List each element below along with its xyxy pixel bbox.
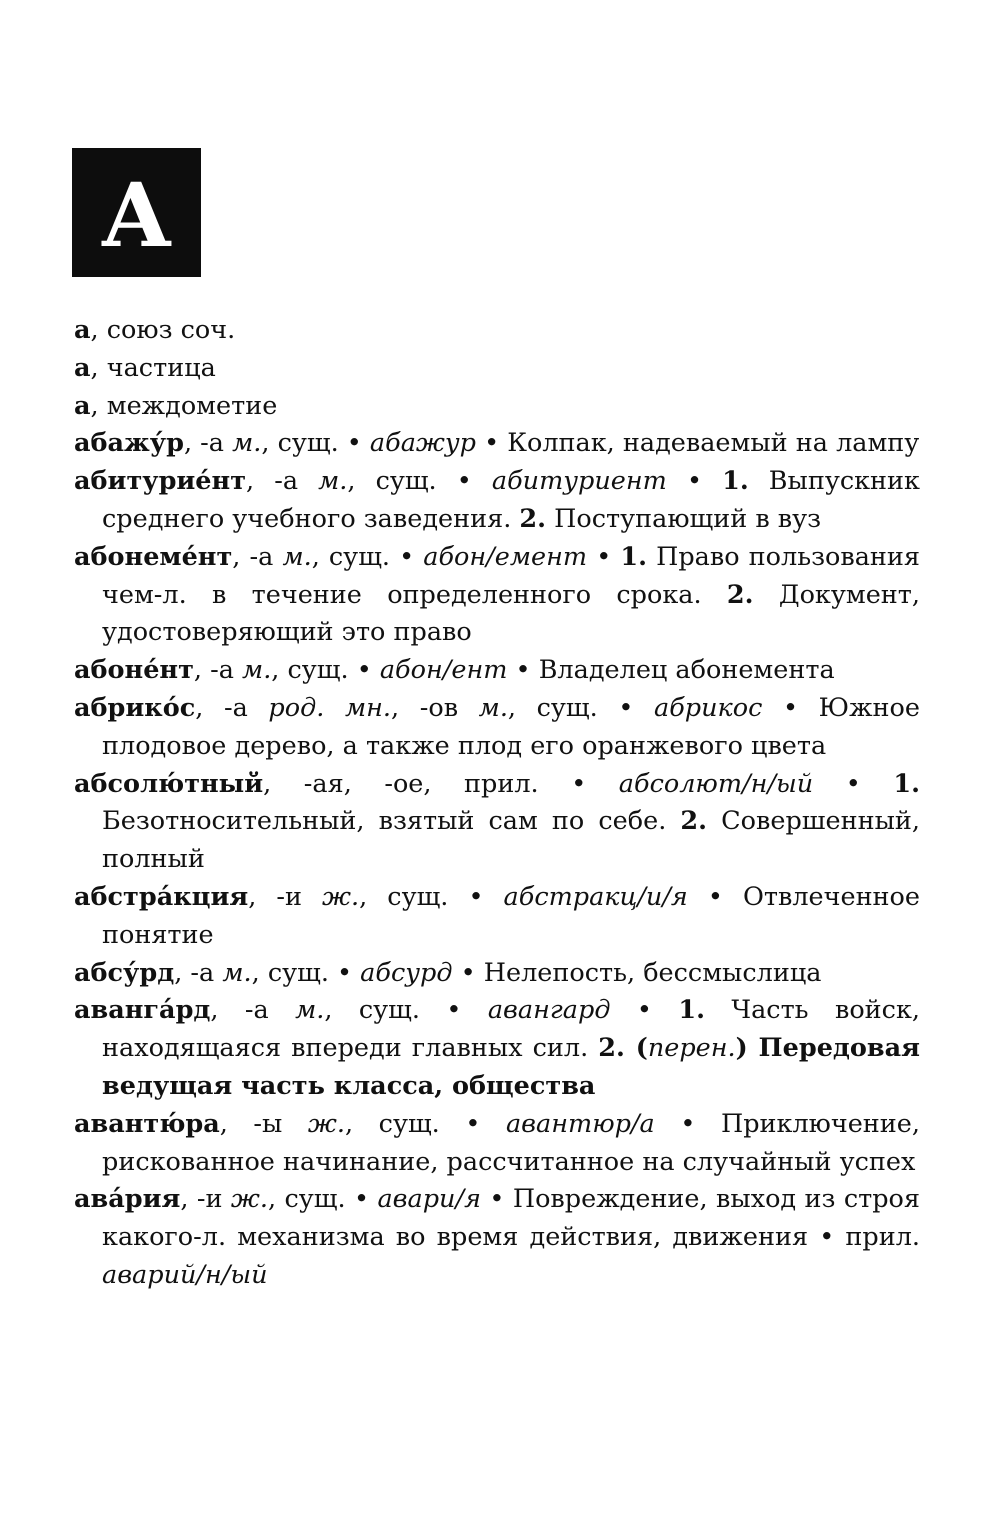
morpheme-parse: авангард [487, 995, 611, 1026]
sense-number: 1. [620, 541, 647, 572]
definition: Выпускник среднего учебного заведения. [102, 466, 920, 534]
headword: ава́рия [74, 1184, 181, 1215]
dictionary-entry: абстра́кция, -и ж., сущ. • абстракц/и/я • Отвлеченное понятие [74, 881, 921, 950]
dictionary-entries [74, 312, 920, 1295]
headword: абоне́нт [74, 655, 194, 686]
grammar-label: м. [295, 995, 325, 1026]
grammar-label: м. [222, 957, 252, 988]
definition: • Южное плодовое дерево, а также плод его оранжевого цвета [102, 692, 920, 761]
sense-number: 1. [893, 768, 920, 799]
definition: Совершенный, полный [102, 806, 920, 875]
headword: абстра́кция [74, 881, 249, 912]
dictionary-entry: а, частица [74, 352, 216, 383]
dictionary-entry: абсу́рд, -а м., сущ. • абсурд • Нелепость, бессмыслица [74, 957, 822, 988]
headword: абрико́с [74, 692, 196, 723]
dictionary-entry: аванга́рд, -а м., сущ. • авангард • 1. Часть войск, находящаяся впереди главных сил. 2. (перен.) Передовая ведущая часть класса, общества [74, 995, 920, 1101]
definition: Безотносительный, взятый сам по себе. [102, 806, 681, 837]
headword: а [74, 390, 91, 421]
dictionary-entry: ава́рия, -и ж., сущ. • авари/я • Повреждение, выход из строя какого-л. механизма во время действия, движения • прил. аварий/н/ый [74, 1184, 921, 1290]
grammar-label: м. [242, 655, 272, 686]
headword: аванга́рд [74, 995, 211, 1026]
morpheme-parse: абсолют/н/ый [618, 768, 814, 799]
definition: Документ, удостоверяющий это право [102, 579, 920, 648]
headword: абажу́р [74, 428, 184, 459]
morpheme-parse: абон/ент [379, 655, 508, 686]
definition: • Нелепость, бессмыслица [452, 957, 822, 988]
dictionary-entry: авантю́ра, -ы ж., сущ. • авантюр/а • Приключение, рискованное начинание, рассчитанное на случайный успех [74, 1108, 920, 1177]
headword: а [74, 352, 91, 383]
headword: абитурие́нт [74, 466, 247, 497]
definition: • Колпак, надеваемый на лампу [476, 428, 920, 459]
morpheme-parse: абсурд [360, 957, 453, 988]
morpheme-parse: аварий/н/ый [102, 1259, 268, 1290]
morpheme-parse: абрикос [654, 692, 763, 723]
headword: абсолю́тный [74, 768, 264, 799]
sense-number: 1. [678, 995, 705, 1026]
sense-number: 2. [726, 579, 754, 610]
dictionary-entry: абонеме́нт, -а м., сущ. • абон/емент • 1. Право пользования чем-л. в течение определенного срока. 2. Документ, удостоверяющий это право [74, 541, 920, 648]
letter-heading-block [72, 148, 201, 277]
definition: • Приключение, рискованное начинание, рассчитанное на случайный успех [102, 1108, 920, 1177]
letter-heading: А [100, 162, 173, 267]
grammar-label: м. [282, 541, 312, 572]
dictionary-entry: абоне́нт, -а м., сущ. • абон/ент • Владелец абонемента [74, 655, 835, 686]
morpheme-parse: абитуриент [491, 466, 667, 497]
dictionary-entry: а, союз соч. [74, 315, 236, 345]
dictionary-entry: а, междометие [74, 390, 278, 421]
definition: Право пользования чем-л. в течение определенного срока. [102, 541, 920, 610]
usage-label: перен. [647, 1033, 736, 1064]
morpheme-parse: абстракц/и/я [503, 881, 688, 912]
definition: Поступающий в вуз [546, 503, 822, 534]
morpheme-parse: абон/емент [423, 541, 588, 572]
sense-number: 2. [519, 503, 547, 534]
headword: абонеме́нт [74, 541, 233, 572]
morpheme-parse: авантюр/а [505, 1108, 655, 1139]
grammar-label: ж. [307, 1108, 345, 1139]
morpheme-parse: абажур [369, 428, 476, 459]
dictionary-entry: абажу́р, -а м., сущ. • абажур • Колпак, надеваемый на лампу [74, 428, 920, 459]
sense-number: 1. [722, 466, 749, 497]
grammar-label: м. [478, 692, 508, 723]
grammar-label: ж. [230, 1184, 268, 1215]
sense-number: 2. [598, 1033, 625, 1064]
dictionary-entry: абрико́с, -а род. мн., -ов м., сущ. • абрикос • Южное плодовое дерево, а также плод его оранжевого цвета [74, 692, 920, 761]
headword: абсу́рд [74, 957, 175, 988]
definition: • Повреждение, выход из строя какого-л. механизма во время действия, движения • прил. [102, 1184, 921, 1253]
grammar-label: м. [318, 466, 348, 497]
morpheme-parse: авари/я [377, 1184, 481, 1215]
headword: а [74, 315, 91, 345]
definition: Часть войск, находящаяся впереди главных сил. [102, 995, 920, 1064]
headword: авантю́ра [74, 1108, 220, 1139]
sense-number: 2. [680, 806, 708, 837]
grammar-label: род. мн. [268, 692, 391, 723]
definition: • Владелец абонемента [507, 655, 835, 686]
dictionary-entry: абсолю́тный, -ая, -ое, прил. • абсолют/н/ый • 1. Безотносительный, взятый сам по себе. 2. Совершенный, полный [74, 768, 920, 875]
definition: • Отвлеченное понятие [102, 881, 921, 950]
grammar-label: м. [232, 428, 262, 459]
dictionary-entry: абитурие́нт, -а м., сущ. • абитуриент • 1. Выпускник среднего учебного заведения. 2. Поступающий в вуз [74, 466, 920, 534]
grammar-label: ж. [322, 881, 360, 912]
